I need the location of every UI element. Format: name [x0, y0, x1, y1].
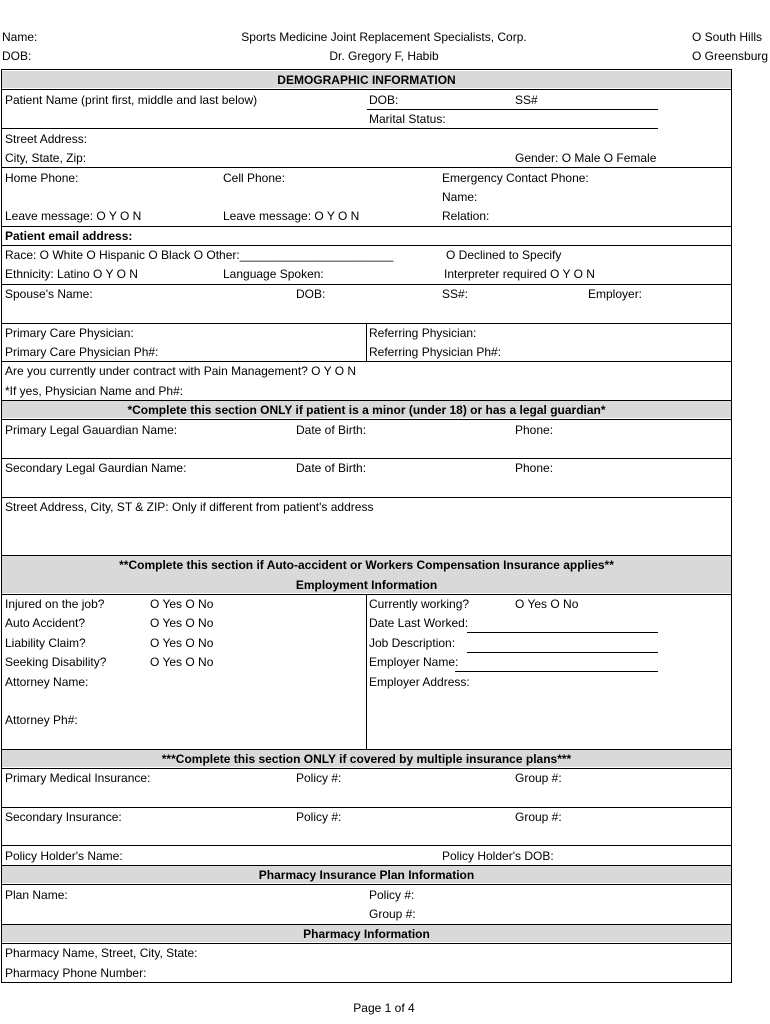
declined-option[interactable]: O Declined to Specify — [446, 248, 562, 262]
secondary-guardian-label: Secondary Legal Gaurdian Name: — [5, 461, 187, 475]
secondary-guardian-phone-label: Phone: — [515, 461, 554, 475]
currently-working-label: Currently working? — [369, 597, 470, 611]
accident-section-title: **Complete this section if Auto-accident or Workers Compensation Insurance applies** — [119, 558, 614, 572]
rule — [2, 245, 731, 246]
secondary-policy-label: Policy #: — [296, 810, 342, 824]
plan-policy-label: Policy #: — [369, 888, 415, 902]
rule — [2, 555, 731, 556]
street-address-label: Street Address: — [5, 132, 88, 146]
rule — [366, 594, 367, 749]
primary-guardian-dob-label: Date of Birth: — [296, 423, 367, 437]
rule — [2, 167, 731, 168]
injured-yes-no[interactable]: O Yes O No — [150, 597, 214, 611]
pharmacy-section-title: Pharmacy Information — [303, 927, 430, 941]
primary-guardian-phone-label: Phone: — [515, 423, 554, 437]
rule — [2, 400, 731, 401]
rule — [2, 924, 731, 925]
rule — [2, 865, 731, 866]
dob-label: DOB: — [369, 93, 399, 107]
doctor-name: Dr. Gregory F, Habib — [329, 49, 439, 63]
primary-guardian-label: Primary Legal Gauardian Name: — [5, 423, 178, 437]
attorney-phone-label: Attorney Ph#: — [5, 713, 78, 727]
cell-leave-message-options[interactable]: Leave message: O Y O N — [223, 209, 360, 223]
rule — [2, 749, 731, 750]
liability-claim-label: Liability Claim? — [5, 636, 86, 650]
rule — [455, 671, 658, 672]
rule — [367, 128, 658, 129]
guardian-address-label: Street Address, City, ST & ZIP: Only if different from patient's address — [5, 500, 374, 514]
pain-management-question[interactable]: Are you currently under contract with Pain Management? O Y O N — [5, 364, 357, 378]
pcp-label: Primary Care Physician: — [5, 326, 134, 340]
email-label: Patient email address: — [5, 229, 133, 243]
language-label: Language Spoken: — [223, 267, 324, 281]
home-leave-message-options[interactable]: Leave message: O Y O N — [5, 209, 142, 223]
patient-name-label: Patient Name (print first, middle and last below) — [5, 93, 258, 107]
seeking-disability-yes-no[interactable]: O Yes O No — [150, 655, 214, 669]
seeking-disability-label: Seeking Disability? — [5, 655, 107, 669]
rule — [2, 458, 731, 459]
plan-name-label: Plan Name: — [5, 888, 68, 902]
pcp-phone-label: Primary Care Physician Ph#: — [5, 345, 159, 359]
secondary-guardian-dob-label: Date of Birth: — [296, 461, 367, 475]
auto-accident-yes-no[interactable]: O Yes O No — [150, 616, 214, 630]
rule — [2, 943, 731, 944]
pharmacy-phone-label: Pharmacy Phone Number: — [5, 966, 147, 980]
cell-phone-label: Cell Phone: — [223, 171, 286, 185]
rule — [2, 89, 731, 90]
rule — [2, 884, 731, 885]
header-dob-label: DOB: — [2, 49, 32, 63]
city-state-zip-label: City, State, Zip: — [5, 151, 87, 165]
secondary-insurance-label: Secondary Insurance: — [5, 810, 122, 824]
employment-section-title: Employment Information — [295, 578, 438, 592]
rule — [2, 419, 731, 420]
header-name-label: Name: — [2, 30, 38, 44]
liability-claim-yes-no[interactable]: O Yes O No — [150, 636, 214, 650]
rule — [2, 361, 731, 362]
plan-group-label: Group #: — [369, 907, 416, 921]
employer-label: Employer: — [588, 287, 643, 301]
rule — [2, 128, 367, 129]
relation-label: Relation: — [442, 209, 490, 223]
insurance-section-title: ***Complete this section ONLY if covered by multiple insurance plans*** — [161, 752, 572, 766]
employer-address-label: Employer Address: — [369, 675, 470, 689]
auto-accident-label: Auto Accident? — [5, 616, 86, 630]
pain-management-physician-label: *If yes, Physician Name and Ph#: — [5, 384, 184, 398]
emergency-phone-label: Emergency Contact Phone: — [442, 171, 589, 185]
rule — [2, 284, 731, 285]
rule — [367, 109, 658, 110]
attorney-name-label: Attorney Name: — [5, 675, 89, 689]
rule — [467, 652, 658, 653]
date-last-worked-label: Date Last Worked: — [369, 616, 469, 630]
referring-physician-phone-label: Referring Physician Ph#: — [369, 345, 502, 359]
spouse-dob-label: DOB: — [296, 287, 326, 301]
ethnicity-options[interactable]: Ethnicity: Latino O Y O N — [5, 267, 138, 281]
secondary-group-label: Group #: — [515, 810, 562, 824]
primary-policy-label: Policy #: — [296, 771, 342, 785]
page-number: Page 1 of 4 — [353, 1001, 415, 1015]
currently-working-yes-no[interactable]: O Yes O No — [515, 597, 579, 611]
spouse-name-label: Spouse's Name: — [5, 287, 93, 301]
practice-name: Sports Medicine Joint Replacement Specialists, Corp. — [241, 30, 527, 44]
rule — [2, 845, 731, 846]
demographic-section-title: DEMOGRAPHIC INFORMATION — [277, 73, 456, 87]
employer-name-label: Employer Name: — [369, 655, 459, 669]
location-greensburg-option[interactable]: O Greensburg — [692, 49, 769, 63]
gender-options[interactable]: Gender: O Male O Female — [515, 151, 657, 165]
primary-insurance-label: Primary Medical Insurance: — [5, 771, 151, 785]
rule — [2, 768, 731, 769]
policy-holder-dob-label: Policy Holder's DOB: — [442, 849, 554, 863]
rule — [2, 497, 731, 498]
pharmacy-plan-section-title: Pharmacy Insurance Plan Information — [258, 868, 475, 882]
pharmacy-name-label: Pharmacy Name, Street, City, State: — [5, 946, 198, 960]
ss-label: SS# — [515, 93, 538, 107]
rule — [467, 632, 658, 633]
rule — [2, 226, 731, 227]
interpreter-options[interactable]: Interpreter required O Y O N — [444, 267, 595, 281]
marital-status-label: Marital Status: — [369, 112, 446, 126]
rule — [366, 323, 367, 361]
job-description-label: Job Description: — [369, 636, 456, 650]
primary-group-label: Group #: — [515, 771, 562, 785]
guardian-section-title: *Complete this section ONLY if patient is a minor (under 18) or has a legal guardian* — [127, 403, 606, 417]
referring-physician-label: Referring Physician: — [369, 326, 477, 340]
race-options[interactable]: Race: O White O Hispanic O Black O Other:_______________________ — [5, 248, 394, 262]
injured-on-job-label: Injured on the job? — [5, 597, 105, 611]
policy-holder-name-label: Policy Holder's Name: — [5, 849, 123, 863]
rule — [2, 807, 731, 808]
home-phone-label: Home Phone: — [5, 171, 79, 185]
emergency-name-label: Name: — [442, 190, 478, 204]
location-south-hills-option[interactable]: O South Hills — [692, 30, 763, 44]
spouse-ss-label: SS#: — [442, 287, 469, 301]
